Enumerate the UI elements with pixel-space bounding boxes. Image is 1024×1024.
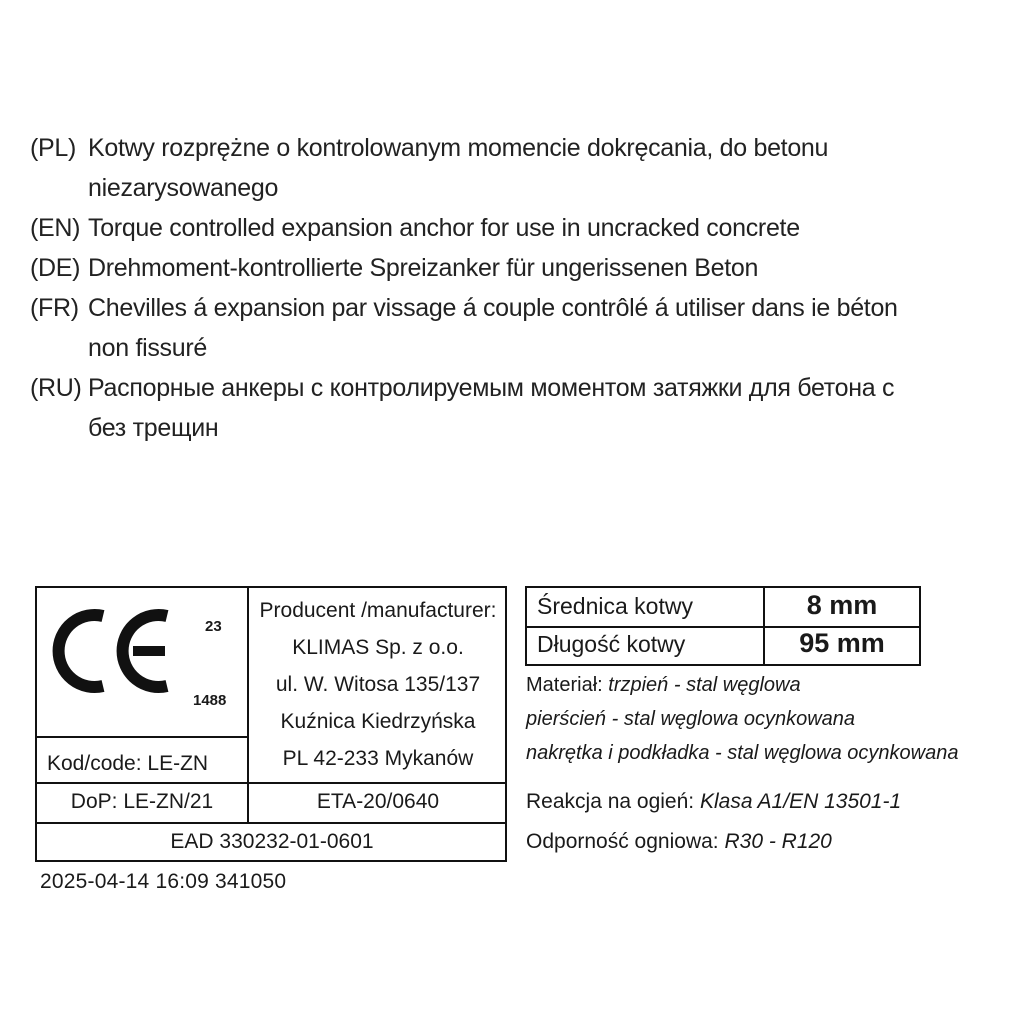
description-text: Chevilles á expansion par vissage á couple contrôlé á utiliser dans ie béton	[88, 294, 898, 322]
print-timestamp: 2025-04-14 16:09 341050	[40, 870, 287, 893]
language-code: (RU)	[30, 374, 82, 402]
language-code: (DE)	[30, 254, 81, 282]
fire-info	[526, 782, 901, 862]
description-de	[30, 248, 1000, 288]
language-descriptions	[30, 128, 1000, 448]
description-fr	[30, 288, 1000, 328]
manufacturer-postcode: PL 42-233 Mykanów	[282, 747, 474, 770]
manufacturer-heading: Producent /manufacturer:	[259, 599, 497, 622]
material-info	[526, 668, 958, 770]
language-code: (PL)	[30, 134, 77, 162]
description-text: без трещин	[88, 414, 219, 442]
description-text: niezarysowanego	[88, 174, 279, 202]
language-code: (EN)	[30, 214, 81, 242]
description-text: Распорные анкеры с контролируемым моментом затяжки для бетона с	[88, 374, 895, 402]
material-label: Materiał:	[526, 674, 603, 696]
material-line: pierścień - stal węglowa ocynkowana	[526, 708, 856, 730]
dop-number: DoP: LE-ZN/21	[37, 782, 249, 822]
ce-mark-icon	[47, 606, 175, 696]
fire-reaction-label: Reakcja na ogień:	[526, 790, 695, 813]
description-text: Drehmoment-kontrollierte Spreizanker für ungerissenen Beton	[88, 254, 759, 282]
fire-resistance-label: Odporność ogniowa:	[526, 830, 719, 853]
dimension-row	[527, 626, 919, 664]
manufacturer-name: KLIMAS Sp. z o.o.	[292, 636, 464, 659]
dimension-value: 8 mm	[806, 590, 878, 620]
dimension-label: Średnica kotwy	[527, 588, 765, 626]
notified-body-number: 1488	[193, 692, 227, 709]
dimension-label: Długość kotwy	[527, 626, 765, 664]
ce-mark-cell	[37, 588, 249, 736]
material-line: nakrętka i podkładka - stal węglowa ocynkowana	[526, 742, 959, 764]
manufacturer-locality: Kuźnica Kiedrzyńska	[280, 710, 476, 733]
description-text: Kotwy rozprężne o kontrolowanym momencie dokręcania, do betonu	[88, 134, 829, 162]
ce-year-number: 23	[205, 618, 222, 635]
material-line: trzpień - stal węglowa	[608, 674, 801, 696]
manufacturer-street: ul. W. Witosa 135/137	[275, 673, 481, 696]
language-code: (FR)	[30, 294, 79, 322]
fire-resistance-value: R30 - R120	[724, 830, 832, 853]
fire-reaction-value: Klasa A1/EN 13501-1	[699, 790, 902, 813]
product-code: Kod/code: LE-ZN	[37, 736, 249, 782]
description-pl	[30, 128, 1000, 168]
dimensions-table	[525, 586, 921, 666]
manufacturer-info	[249, 588, 507, 782]
eta-number: ETA-20/0640	[249, 782, 507, 822]
dimension-value: 95 mm	[799, 628, 885, 658]
dimension-row	[527, 588, 919, 628]
description-ru	[30, 368, 1000, 408]
description-text: non fissuré	[88, 334, 207, 362]
description-en	[30, 208, 1000, 248]
ead-number: EAD 330232-01-0601	[37, 822, 507, 862]
ce-label-table	[35, 586, 507, 862]
description-text: Torque controlled expansion anchor for use in uncracked concrete	[88, 214, 800, 242]
